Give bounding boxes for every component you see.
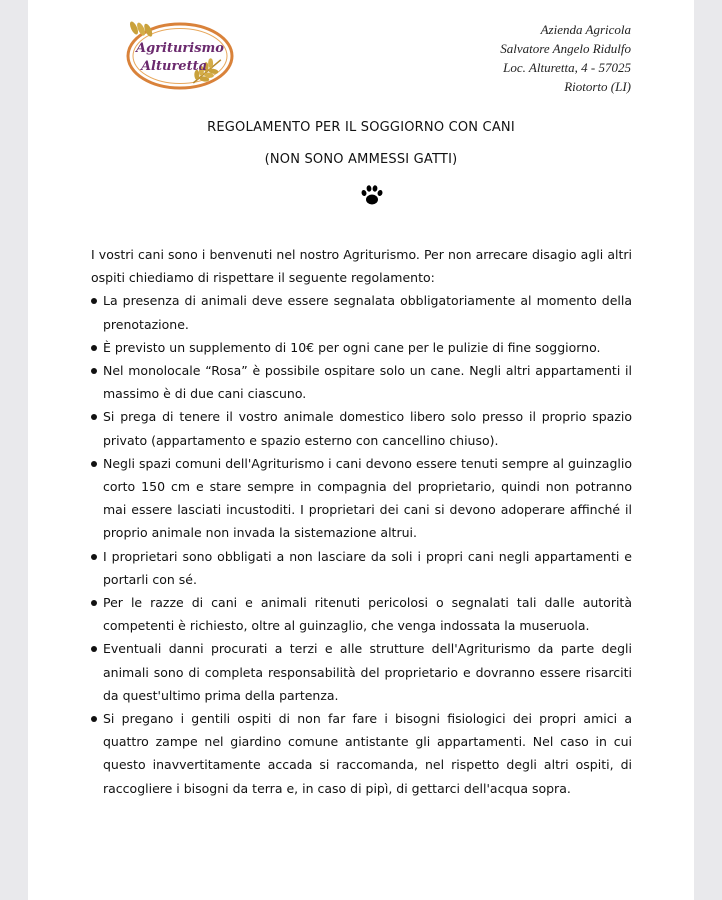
bullet-icon bbox=[91, 368, 97, 374]
bullet-icon bbox=[91, 414, 97, 420]
rule-text: La presenza di animali deve essere segnalata obbligatoriamente al momento della prenotazione. bbox=[103, 293, 632, 332]
agriturismo-logo bbox=[124, 14, 236, 94]
document-page bbox=[28, 0, 694, 900]
document-title: REGOLAMENTO PER IL SOGGIORNO CON CANI bbox=[207, 120, 515, 135]
rule-text: Eventuali danni procurati a terzi e alle strutture dell'Agriturismo da parte degli animali sono di completa responsabilità del proprietario e dovranno essere risarciti da quest'ultimo prima della partenza. bbox=[103, 641, 632, 703]
rule-item bbox=[91, 637, 632, 707]
bullet-icon bbox=[91, 646, 97, 652]
rule-item bbox=[91, 707, 632, 800]
logo-line2: Alturetta bbox=[140, 59, 208, 74]
bullet-icon bbox=[91, 298, 97, 304]
rule-text: Negli spazi comuni dell'Agriturismo i cani devono essere tenuti sempre al guinzaglio corto 150 cm e stare sempre in compagnia del proprietario, quindi non potranno mai essere lasciati incustoditi. I proprietari dei cani si devono adoperare affinché il proprio animale non invada la sistemazione altrui. bbox=[103, 455, 632, 541]
rule-item bbox=[91, 289, 632, 335]
rule-text: È previsto un supplemento di 10€ per ogni cane per le pulizie di fine soggiorno. bbox=[103, 339, 601, 355]
intro-paragraph: I vostri cani sono i benvenuti nel nostro Agriturismo. Per non arrecare disagio agli altri ospiti chiediamo di rispettare il seguente regolamento: bbox=[91, 247, 632, 286]
address-line: Loc. Alturetta, 4 - 57025 bbox=[503, 60, 631, 75]
bullet-icon bbox=[91, 600, 97, 606]
bullet-icon bbox=[91, 554, 97, 560]
rule-text: I proprietari sono obbligati a non lasciare da soli i propri cani negli appartamenti e portarli con sé. bbox=[103, 548, 632, 587]
address-line: Azienda Agricola bbox=[540, 22, 631, 37]
logo-line1: Agriturismo bbox=[136, 41, 224, 56]
rule-text: Si prega di tenere il vostro animale domestico libero solo presso il proprio spazio privato (appartamento e spazio esterno con cancellino chiuso). bbox=[103, 409, 632, 448]
wheat-icon-left bbox=[128, 15, 154, 43]
rule-item bbox=[91, 545, 632, 591]
rule-text: Nel monolocale “Rosa” è possibile ospitare solo un cane. Negli altri appartamenti il massimo è di due cani ciascuno. bbox=[103, 363, 632, 402]
bullet-icon bbox=[91, 716, 97, 722]
company-address bbox=[500, 20, 631, 96]
rules-list bbox=[91, 289, 632, 799]
bullet-icon bbox=[91, 345, 97, 351]
address-line: Salvatore Angelo Ridulfo bbox=[500, 41, 631, 56]
address-line: Riotorto (LI) bbox=[564, 79, 631, 94]
rule-text: Per le razze di cani e animali ritenuti pericolosi o segnalati tali dalle autorità competenti è richiesto, oltre al guinzaglio, che venga indossata la museruola. bbox=[103, 595, 632, 634]
rule-item bbox=[91, 359, 632, 405]
rule-text: Si pregano i gentili ospiti di non far fare i bisogni fisiologici dei propri amici a quattro zampe nel giardino comune antistante gli appartamenti. Nel caso in cui questo inavvertitamente accada si raccomanda, nel rispetto degli altri ospiti, di raccogliere i bisogni da terra e, in caso di pipì, di gettarci dell'acqua sopra. bbox=[103, 711, 632, 796]
rule-item bbox=[91, 336, 632, 359]
rule-item bbox=[91, 452, 632, 545]
paw-print-icon bbox=[360, 183, 384, 207]
rule-item bbox=[91, 405, 632, 451]
rule-item bbox=[91, 591, 632, 637]
rules-content bbox=[91, 243, 632, 800]
bullet-icon bbox=[91, 461, 97, 467]
document-subtitle: (NON SONO AMMESSI GATTI) bbox=[264, 152, 458, 167]
